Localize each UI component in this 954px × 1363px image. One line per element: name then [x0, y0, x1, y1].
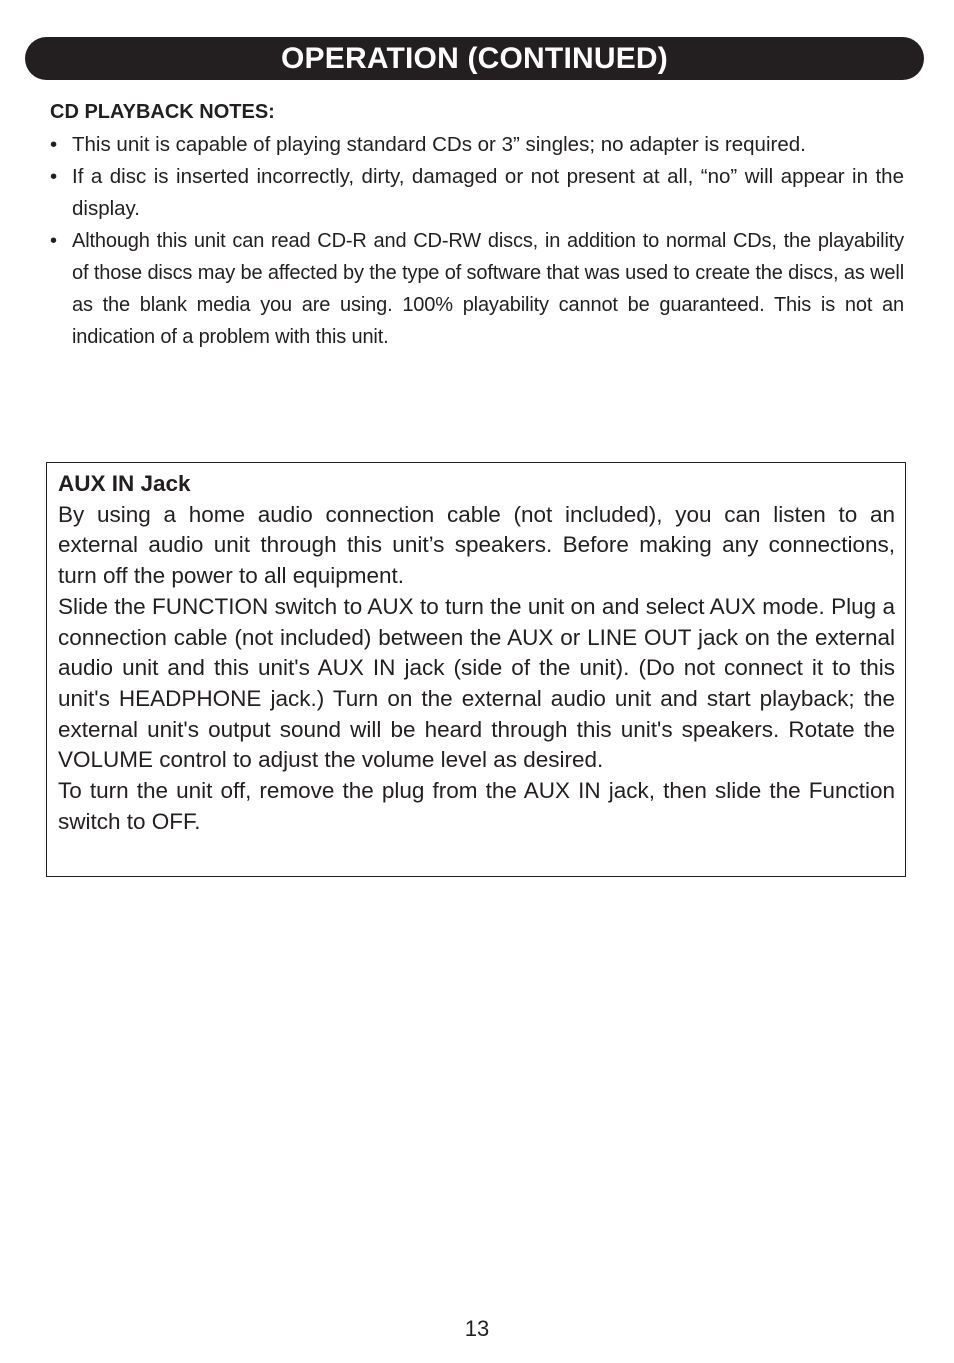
aux-in-section	[46, 462, 906, 877]
cd-notes-heading: CD PLAYBACK NOTES:	[50, 101, 275, 123]
bullet-marker: •	[50, 133, 58, 156]
aux-in-paragraph: To turn the unit off, remove the plug from the AUX IN jack, then slide the Function switch to OFF.	[58, 778, 895, 834]
aux-in-paragraph: Slide the FUNCTION switch to AUX to turn the unit on and select AUX mode. Plug a connection cable (not included) between the AUX or LINE OUT jack on the external audio unit and this unit's AUX IN jack (side of the unit). (Do not connect it to this unit's HEADPHONE jack.) Turn on the external audio unit and start playback; the external unit's output sound will be heard through this unit's speakers. Rotate the VOLUME control to adjust the volume level as desired.	[58, 593, 895, 773]
cd-note-item	[50, 129, 904, 161]
bullet-marker: •	[50, 230, 57, 252]
cd-note-text: This unit is capable of playing standard CDs or 3” singles; no adapter is required.	[72, 133, 806, 156]
cd-note-text: Although this unit can read CD-R and CD-RW discs, in addition to normal CDs, the playability of those discs may be affected by the type of software that was used to create the discs, as well as the blank media you are using. 100% playability cannot be guaranteed. This is not an indication of a problem with this unit.	[72, 230, 904, 348]
cd-note-text: If a disc is inserted incorrectly, dirty, damaged or not present at all, “no” will appear in the display.	[72, 165, 904, 220]
page-number: 13	[464, 1316, 490, 1341]
cd-notes-list	[50, 129, 904, 353]
bullet-marker: •	[50, 165, 58, 188]
aux-in-paragraph: By using a home audio connection cable (not included), you can listen to an external audio unit through this unit’s speakers. Before making any connections, turn off the power to all equipment.	[58, 501, 895, 589]
aux-in-title: AUX IN Jack	[58, 471, 191, 496]
section-header-bar	[25, 37, 924, 80]
cd-note-item	[50, 225, 904, 353]
cd-note-item	[50, 161, 904, 225]
page-title: OPERATION (CONTINUED)	[281, 41, 668, 75]
